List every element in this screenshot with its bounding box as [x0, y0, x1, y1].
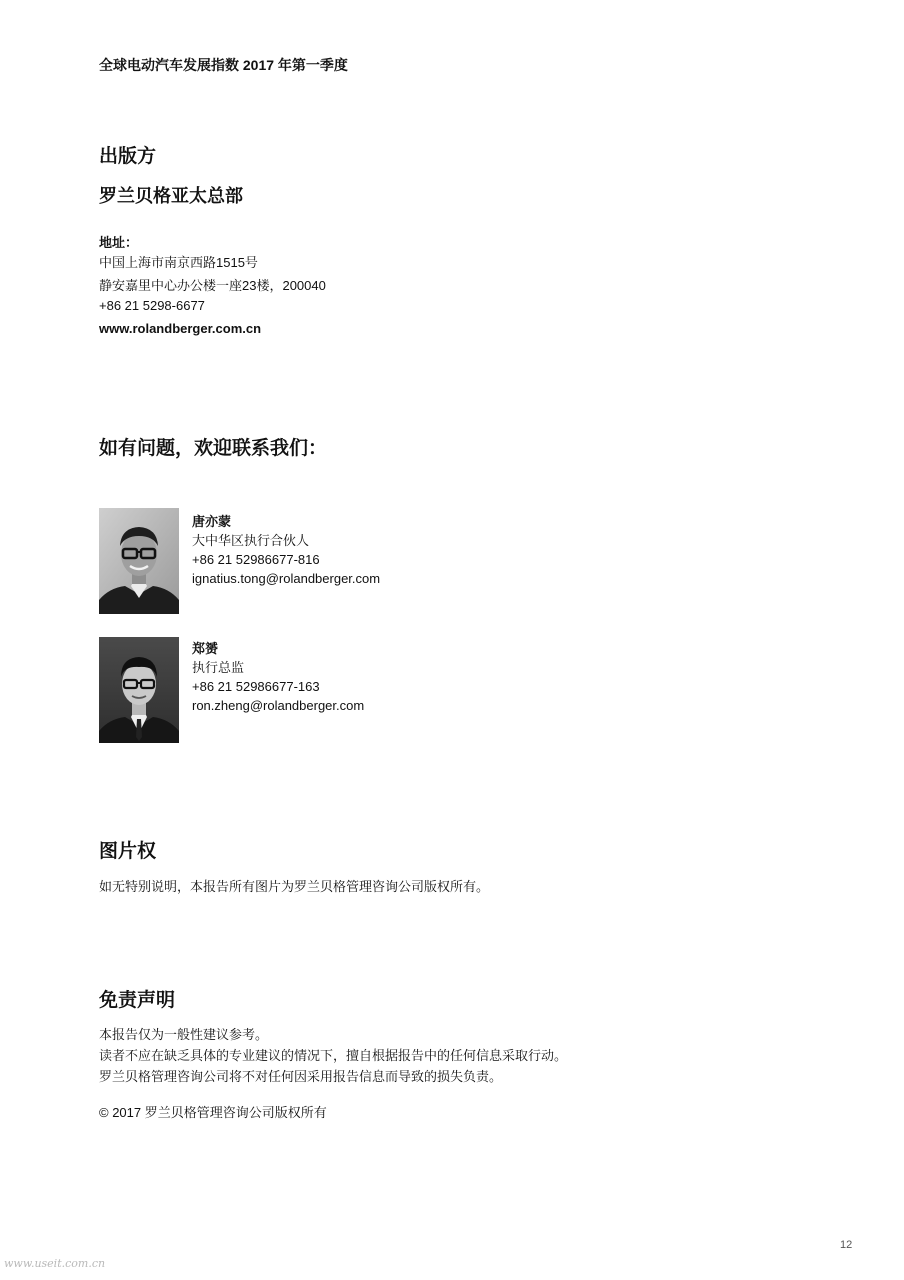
contact-name: 郑赟 — [192, 641, 219, 656]
contact-title: 大中华区执行合伙人 — [192, 533, 310, 548]
contact-photo-tong — [99, 508, 179, 614]
copyright-notice: © 2017 罗兰贝格管理咨询公司版权所有 — [99, 1105, 327, 1120]
contact-title: 执行总监 — [192, 660, 245, 675]
running-title: 全球电动汽车发展指数 2017 年第一季度 — [99, 57, 348, 73]
contact-photo-zheng — [99, 637, 179, 743]
disclaimer-line-1: 本报告仅为一般性建议参考。 — [99, 1027, 269, 1042]
contact-name: 唐亦蒙 — [192, 514, 232, 529]
watermark: www.useit.com.cn — [4, 1257, 106, 1270]
page-number: 12 — [840, 1239, 853, 1251]
disclaimer-line-2: 读者不应在缺乏具体的专业建议的情况下，擅自根据报告中的任何信息采取行动。 — [99, 1048, 568, 1063]
contact-phone: +86 21 52986677-816 — [192, 552, 320, 567]
contact-card-tong — [192, 512, 380, 588]
disclaimer-heading: 免责声明 — [99, 990, 176, 1011]
contact-heading: 如有问题，欢迎联系我们： — [99, 438, 328, 459]
contact-email[interactable]: ron.zheng@rolandberger.com — [192, 698, 365, 713]
website-link[interactable]: www.rolandberger.com.cn — [99, 321, 262, 336]
contact-email[interactable]: ignatius.tong@rolandberger.com — [192, 571, 381, 586]
publisher-name: 罗兰贝格亚太总部 — [99, 186, 243, 206]
address-line-2: 静安嘉里中心办公楼一座23楼，200040 — [99, 278, 326, 293]
image-rights-text: 如无特别说明，本报告所有图片为罗兰贝格管理咨询公司版权所有。 — [99, 879, 490, 894]
disclaimer-line-3: 罗兰贝格管理咨询公司将不对任何因采用报告信息而导致的损失负责。 — [99, 1069, 503, 1084]
address-label: 地址： — [99, 235, 139, 250]
address-line-1: 中国上海市南京西路1515号 — [99, 255, 258, 270]
contact-phone: +86 21 52986677-163 — [192, 679, 320, 694]
image-rights-heading: 图片权 — [99, 841, 157, 862]
contact-card-zheng — [192, 639, 364, 715]
publisher-heading: 出版方 — [99, 146, 157, 167]
publisher-phone: +86 21 5298-6677 — [99, 298, 205, 313]
